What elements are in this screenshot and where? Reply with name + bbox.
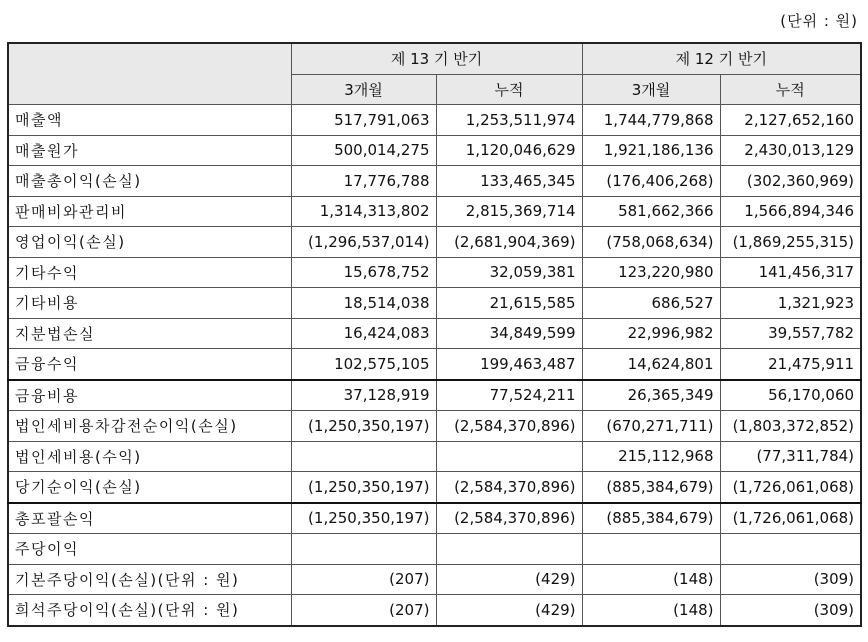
row-value: 39,557,782 bbox=[720, 318, 861, 349]
row-value: (148) bbox=[582, 564, 720, 595]
header-row-periods bbox=[8, 43, 861, 74]
table-row bbox=[8, 135, 861, 166]
row-value: 102,575,105 bbox=[291, 349, 436, 380]
table-body bbox=[8, 105, 861, 626]
table-row bbox=[8, 534, 861, 565]
row-label: 판매비와관리비 bbox=[8, 196, 291, 227]
row-value bbox=[291, 534, 436, 565]
row-label: 총포괄손익 bbox=[8, 503, 291, 534]
row-value: 56,170,060 bbox=[720, 380, 861, 411]
row-label: 주당이익 bbox=[8, 534, 291, 565]
row-value: (1,296,537,014) bbox=[291, 227, 436, 258]
header-12-three-months: 3개월 bbox=[582, 74, 720, 105]
row-value: 26,365,349 bbox=[582, 380, 720, 411]
row-value: 18,514,038 bbox=[291, 288, 436, 319]
table-row bbox=[8, 503, 861, 534]
row-value: (885,384,679) bbox=[582, 503, 720, 534]
row-value: (207) bbox=[291, 564, 436, 595]
row-value: 21,475,911 bbox=[720, 349, 861, 380]
row-value: (429) bbox=[436, 564, 582, 595]
row-value: (1,803,372,852) bbox=[720, 411, 861, 442]
row-value: 22,996,982 bbox=[582, 318, 720, 349]
row-value: 517,791,063 bbox=[291, 105, 436, 136]
table-row bbox=[8, 166, 861, 197]
table-row bbox=[8, 595, 861, 626]
row-value: (885,384,679) bbox=[582, 472, 720, 503]
row-label: 당기순이익(손실) bbox=[8, 472, 291, 503]
row-value: (207) bbox=[291, 595, 436, 626]
row-value: 581,662,366 bbox=[582, 196, 720, 227]
row-label: 희석주당이익(손실)(단위 : 원) bbox=[8, 595, 291, 626]
row-label: 금융수익 bbox=[8, 349, 291, 380]
row-value: 133,465,345 bbox=[436, 166, 582, 197]
row-value: (1,250,350,197) bbox=[291, 503, 436, 534]
row-value: 15,678,752 bbox=[291, 257, 436, 288]
header-12-cumulative: 누적 bbox=[720, 74, 861, 105]
income-statement-table bbox=[7, 42, 862, 627]
table-row bbox=[8, 411, 861, 442]
row-label: 매출액 bbox=[8, 105, 291, 136]
row-value: 2,127,652,160 bbox=[720, 105, 861, 136]
table-row bbox=[8, 227, 861, 258]
table-row bbox=[8, 472, 861, 503]
row-value: 123,220,980 bbox=[582, 257, 720, 288]
row-value: 21,615,585 bbox=[436, 288, 582, 319]
row-value: (1,726,061,068) bbox=[720, 503, 861, 534]
row-value: 16,424,083 bbox=[291, 318, 436, 349]
row-value: 2,815,369,714 bbox=[436, 196, 582, 227]
row-value: (670,271,711) bbox=[582, 411, 720, 442]
row-value: (758,068,634) bbox=[582, 227, 720, 258]
row-value: 686,527 bbox=[582, 288, 720, 319]
row-value: (1,726,061,068) bbox=[720, 472, 861, 503]
row-value: 17,776,788 bbox=[291, 166, 436, 197]
row-value: 1,253,511,974 bbox=[436, 105, 582, 136]
row-value: (1,250,350,197) bbox=[291, 411, 436, 442]
row-value: (2,681,904,369) bbox=[436, 227, 582, 258]
row-value: 1,314,313,802 bbox=[291, 196, 436, 227]
row-value bbox=[582, 534, 720, 565]
row-value: 500,014,275 bbox=[291, 135, 436, 166]
table-row bbox=[8, 441, 861, 472]
row-value: 77,524,211 bbox=[436, 380, 582, 411]
row-label: 지분법손실 bbox=[8, 318, 291, 349]
row-value: 141,456,317 bbox=[720, 257, 861, 288]
row-value: 37,128,919 bbox=[291, 380, 436, 411]
row-value: (1,869,255,315) bbox=[720, 227, 861, 258]
row-value bbox=[291, 441, 436, 472]
row-label: 법인세비용(수익) bbox=[8, 441, 291, 472]
header-13-cumulative: 누적 bbox=[436, 74, 582, 105]
row-value: 14,624,801 bbox=[582, 349, 720, 380]
row-value: 32,059,381 bbox=[436, 257, 582, 288]
row-label: 매출원가 bbox=[8, 135, 291, 166]
row-value: 1,120,046,629 bbox=[436, 135, 582, 166]
header-blank bbox=[8, 43, 291, 105]
row-value bbox=[436, 534, 582, 565]
row-value: (1,250,350,197) bbox=[291, 472, 436, 503]
table-row bbox=[8, 257, 861, 288]
row-value: (77,311,784) bbox=[720, 441, 861, 472]
table-row bbox=[8, 105, 861, 136]
row-value: 1,566,894,346 bbox=[720, 196, 861, 227]
row-value: 199,463,487 bbox=[436, 349, 582, 380]
table-row bbox=[8, 318, 861, 349]
row-label: 영업이익(손실) bbox=[8, 227, 291, 258]
table-row bbox=[8, 349, 861, 380]
header-period-13: 제 13 기 반기 bbox=[291, 43, 582, 74]
table-row bbox=[8, 196, 861, 227]
row-value: (2,584,370,896) bbox=[436, 411, 582, 442]
row-value: (2,584,370,896) bbox=[436, 472, 582, 503]
row-value: 1,321,923 bbox=[720, 288, 861, 319]
table-row bbox=[8, 380, 861, 411]
row-label: 기본주당이익(손실)(단위 : 원) bbox=[8, 564, 291, 595]
row-value: (2,584,370,896) bbox=[436, 503, 582, 534]
unit-note: (단위 : 원) bbox=[780, 12, 858, 30]
table-row bbox=[8, 564, 861, 595]
row-label: 기타수익 bbox=[8, 257, 291, 288]
row-value: (309) bbox=[720, 595, 861, 626]
row-value: (309) bbox=[720, 564, 861, 595]
row-value: (429) bbox=[436, 595, 582, 626]
row-value: 2,430,013,129 bbox=[720, 135, 861, 166]
row-value: 1,921,186,136 bbox=[582, 135, 720, 166]
header-period-12: 제 12 기 반기 bbox=[582, 43, 861, 74]
row-value bbox=[720, 534, 861, 565]
row-value: 34,849,599 bbox=[436, 318, 582, 349]
row-value: 1,744,779,868 bbox=[582, 105, 720, 136]
row-value bbox=[436, 441, 582, 472]
row-label: 금융비용 bbox=[8, 380, 291, 411]
row-value: 215,112,968 bbox=[582, 441, 720, 472]
row-label: 기타비용 bbox=[8, 288, 291, 319]
row-value: (148) bbox=[582, 595, 720, 626]
table-row bbox=[8, 288, 861, 319]
row-value: (302,360,969) bbox=[720, 166, 861, 197]
row-label: 매출총이익(손실) bbox=[8, 166, 291, 197]
row-value: (176,406,268) bbox=[582, 166, 720, 197]
header-13-three-months: 3개월 bbox=[291, 74, 436, 105]
row-label: 법인세비용차감전순이익(손실) bbox=[8, 411, 291, 442]
